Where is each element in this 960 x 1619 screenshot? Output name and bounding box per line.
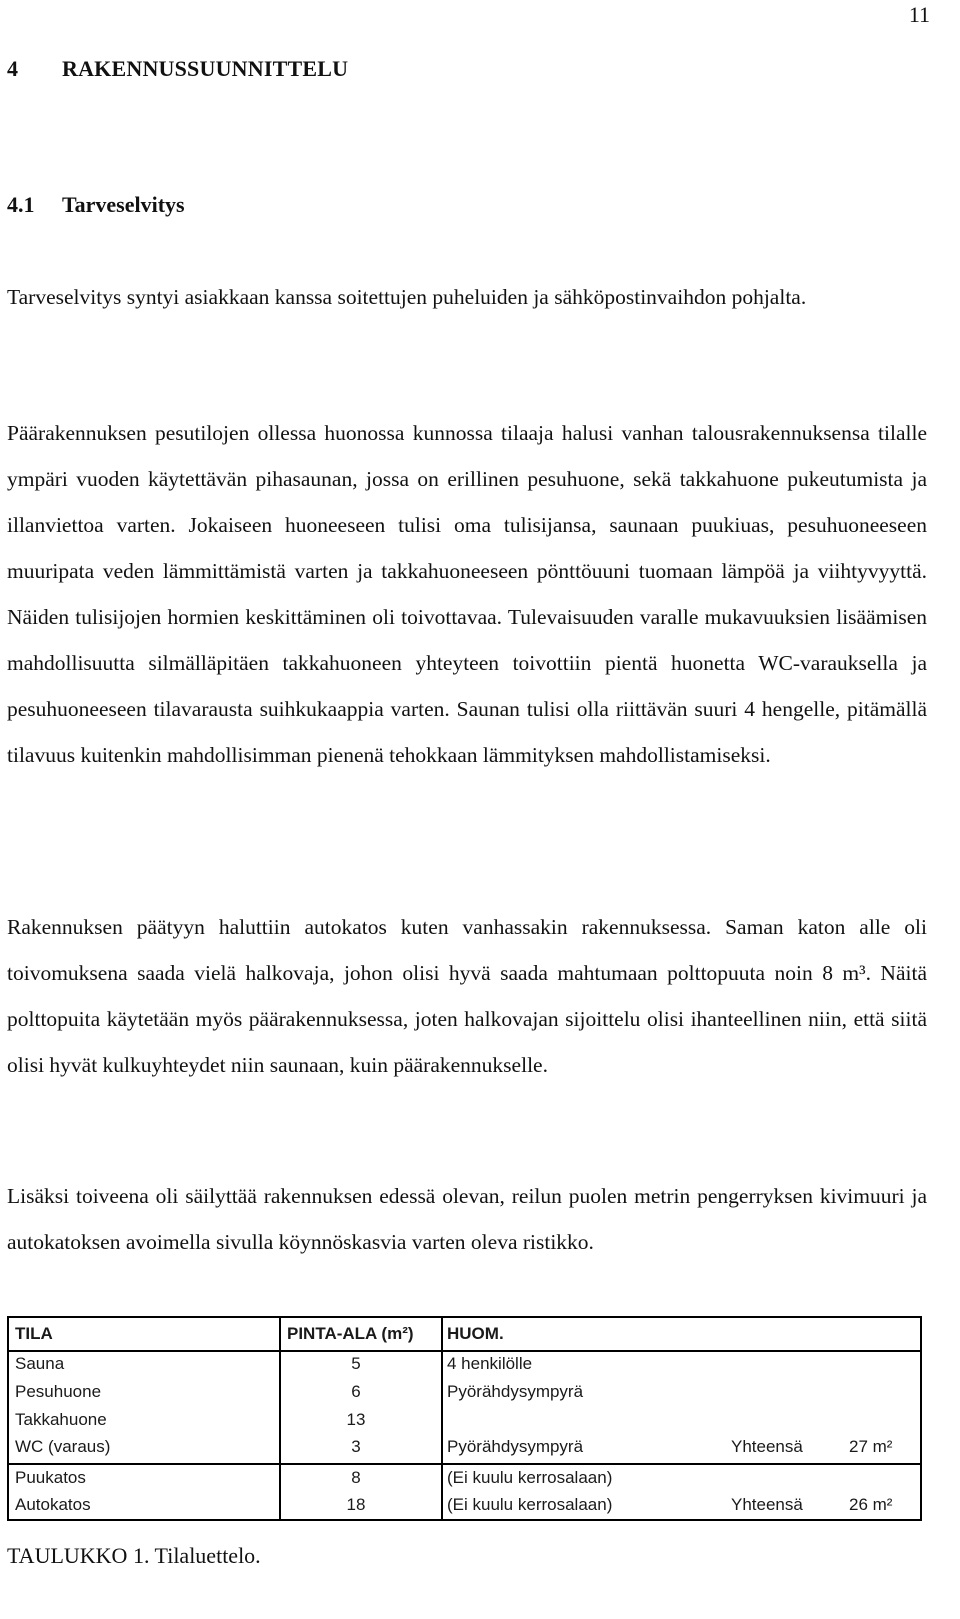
section-title: Tarveselvitys: [62, 192, 185, 217]
table-cell-area: 18: [346, 1495, 366, 1514]
chapter-number: 4: [7, 56, 19, 81]
paragraph: Rakennuksen päätyyn haluttiin autokatos kuten vanhassakin rakennuksessa. Saman katon alle oli toivomuksena saada vielä halkovaja, johon olisi hyvä saada mahtumaan polttopuuta noin 8 m³. Näitä polttopuita käytetään myös päärakennuksessa, joten halkovajan sijoittelu olisi ihanteellinen niin, että siitä olisi hyvät kulkuyhteydet niin saunaan, kuin päärakennukselle.: [7, 915, 927, 1077]
table-header-pinta-ala: PINTA-ALA (m²): [287, 1324, 414, 1343]
table-cell-note: Pyörähdysympyrä: [447, 1437, 584, 1456]
paragraph: Tarveselvitys syntyi asiakkaan kanssa soitettujen puheluiden ja sähköpostinvaihdon pohjalta.: [7, 285, 807, 309]
table-cell-total-value: 26 m²: [849, 1495, 893, 1514]
paragraph: Lisäksi toiveena oli säilyttää rakennuksen edessä olevan, reilun puolen metrin pengerryksen kivimuuri ja autokatoksen avoimella sivulla köynnöskasvia varten oleva ristikko.: [7, 1184, 927, 1254]
table-header-tila: TILA: [15, 1324, 53, 1343]
table-row: [9, 1495, 920, 1523]
table-cell-note: 4 henkilölle: [447, 1354, 533, 1373]
table-cell-tila: Autokatos: [15, 1495, 91, 1514]
table-divider: [9, 1350, 920, 1352]
page-number: 11: [908, 2, 930, 27]
table-row: [9, 1410, 920, 1438]
table-row: [9, 1382, 920, 1410]
table-cell-total-label: Yhteensä: [731, 1495, 803, 1514]
table-cell-total-label: Yhteensä: [731, 1437, 803, 1456]
table-cell-tila: WC (varaus): [15, 1437, 111, 1456]
table-cell-area: 6: [351, 1382, 361, 1401]
chapter-title: RAKENNUSSUUNNITTELU: [62, 56, 349, 81]
room-table: [7, 1316, 922, 1521]
table-cell-area: 13: [346, 1410, 366, 1429]
table-cell-tila: Puukatos: [15, 1468, 86, 1487]
table-row: [9, 1354, 920, 1382]
table-row: [9, 1437, 920, 1465]
paragraph: Päärakennuksen pesutilojen ollessa huonossa kunnossa tilaaja halusi vanhan talousrakennuksensa tilalle ympäri vuoden käytettävän pihasaunan, jossa on erillinen pesuhuone, sekä takkahuone pukeutumista ja illanviettoa varten. Jokaiseen huoneeseen tulisi oma tulisijansa, saunaan puukiuas, pesuhuoneeseen muuripata veden lämmittämistä varten ja takkahuoneeseen pönttöuuni tuomaan lämpöä ja viihtyvyyttä. Näiden tulisijojen hormien keskittäminen oli toivottavaa. Tulevaisuuden varalle mukavuuksien lisäämisen mahdollisuutta silmälläpitäen takkahuoneen yhteyteen toivottiin pientä huonetta WC-varauksella ja pesuhuoneeseen tilavarausta suihkukaappia varten. Saunan tulisi olla riittävän suuri 4 hengelle, pitämällä tilavuus kuitenkin mahdollisimman pienenä tehokkaan lämmityksen mahdollistamiseksi.: [7, 421, 927, 767]
table-row: [9, 1468, 920, 1496]
table-cell-area: 5: [351, 1354, 361, 1373]
table-cell-area: 3: [351, 1437, 361, 1456]
table-header-huom: HUOM.: [447, 1324, 504, 1343]
table-cell-tila: Takkahuone: [15, 1410, 107, 1429]
table-cell-note: (Ei kuulu kerrosalaan): [447, 1495, 613, 1514]
chapter-heading: [7, 56, 348, 82]
table-caption: TAULUKKO 1. Tilaluettelo.: [7, 1543, 261, 1568]
table-cell-tila: Pesuhuone: [15, 1382, 102, 1401]
table-cell-total-value: 27 m²: [849, 1437, 893, 1456]
table-cell-note: (Ei kuulu kerrosalaan): [447, 1468, 613, 1487]
table-cell-tila: Sauna: [15, 1354, 65, 1373]
table-cell-area: 8: [351, 1468, 361, 1487]
section-number: 4.1: [7, 192, 35, 217]
section-heading: [7, 192, 185, 218]
table-cell-note: Pyörähdysympyrä: [447, 1382, 584, 1401]
